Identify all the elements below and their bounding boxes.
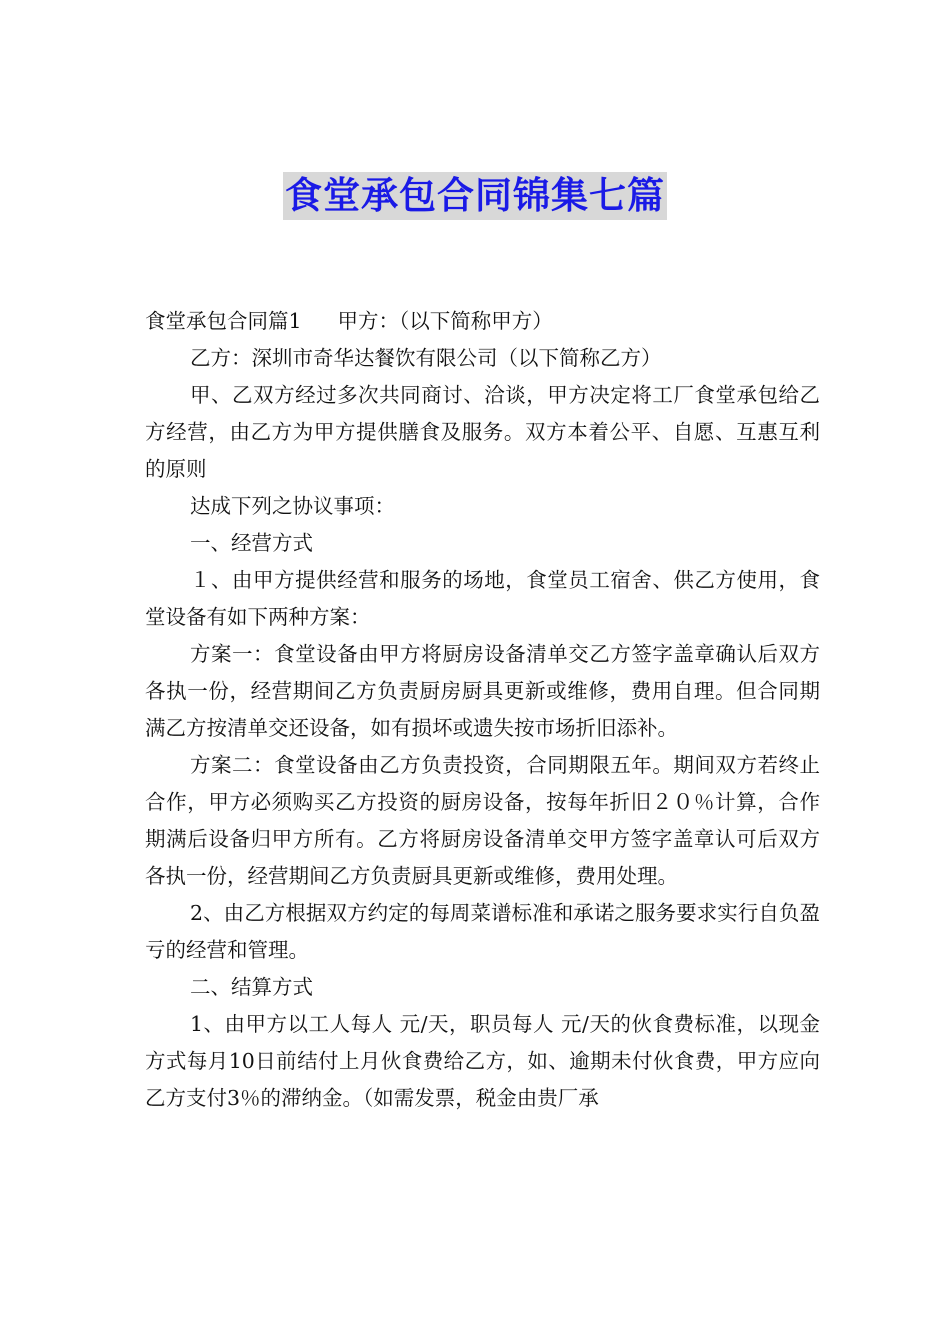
- clause-1-2: 2、由乙方根据双方约定的每周菜谱标准和承诺之服务要求实行自负盈亏的经营和管理。: [145, 901, 820, 962]
- party-a-line: 甲方：（以下简称甲方）: [337, 309, 553, 333]
- document-body: [145, 303, 820, 1117]
- contract-heading-line: [145, 303, 820, 340]
- intro-paragraph: 甲、乙双方经过多次共同商讨、洽谈，甲方决定将工厂食堂承包给乙方经营，由乙方为甲方提供膳食及服务。双方本着公平、自愿、互惠互利的原则: [145, 383, 820, 481]
- plan-two-paragraph: 方案二：食堂设备由乙方负责投资，合同期限五年。期间双方若终止合作，甲方必须购买乙方投资的厨房设备，按每年折旧２０％计算，合作期满后设备归甲方所有。乙方将厨房设备清单交甲方签字盖章认可后双方各执一份，经营期间乙方负责厨具更新或维修，费用处理。: [145, 753, 820, 888]
- agreement-lead: 达成下列之协议事项：: [190, 494, 395, 518]
- clause-1-1: １、由甲方提供经营和服务的场地，食堂员工宿舍、供乙方使用，食堂设备有如下两种方案：: [145, 568, 820, 629]
- section-heading-settlement: 二、结算方式: [190, 975, 313, 999]
- document-title: 食堂承包合同锦集七篇: [283, 172, 667, 220]
- section-heading-operation: 一、经营方式: [190, 531, 313, 555]
- party-b-line: 乙方：深圳市奇华达餐饮有限公司（以下简称乙方）: [190, 346, 662, 370]
- contract-heading: 食堂承包合同篇1: [145, 309, 302, 333]
- title-container: [0, 172, 950, 220]
- clause-2-1: 1、由甲方以工人每人 元/天，职员每人 元/天的伙食费标准，以现金方式每月10日前结付上月伙食费给乙方，如、逾期未付伙食费，甲方应向乙方支付3％的滞纳金。（如需发票，税金由贵厂承: [145, 1012, 820, 1110]
- plan-one-paragraph: 方案一：食堂设备由甲方将厨房设备清单交乙方签字盖章确认后双方各执一份，经营期间乙方负责厨房厨具更新或维修，费用自理。但合同期满乙方按清单交还设备，如有损坏或遗失按市场折旧添补。: [145, 642, 820, 740]
